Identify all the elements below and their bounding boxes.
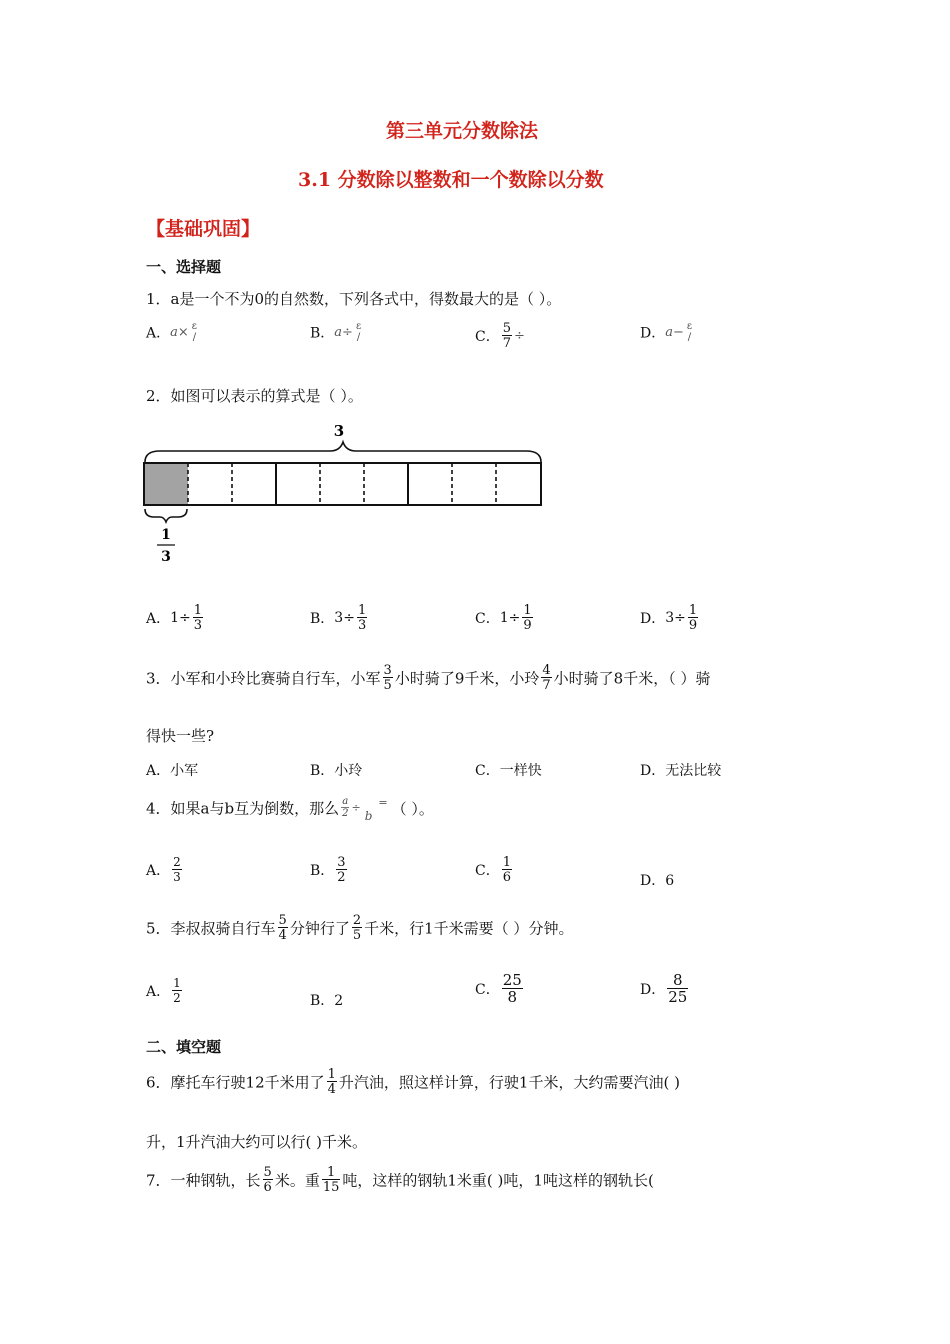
diagram-fraction-num: 1 <box>161 527 171 543</box>
option-label: B． <box>310 325 335 342</box>
option-expr: 1÷ <box>170 610 191 626</box>
option-label: B． <box>310 863 335 879</box>
option-label: C． <box>475 863 500 879</box>
option-op: ÷ <box>514 328 525 344</box>
option-expr: a÷ <box>334 325 353 340</box>
question-4-option-b[interactable] <box>310 856 349 884</box>
question-3-text-line2: 得快一些? <box>146 727 215 745</box>
question-2-option-b[interactable] <box>310 604 369 632</box>
fraction: $\frac{2}{3}$ <box>173 855 181 884</box>
option-label: C． <box>475 329 500 345</box>
fraction: $\frac{1}{15}$ <box>322 1165 340 1195</box>
question-1-option-c[interactable] <box>475 322 525 350</box>
option-label: A． <box>146 325 171 342</box>
garbled-fraction: ε / <box>355 321 362 343</box>
garbled-fraction: ε / <box>686 321 693 343</box>
garbled-fraction: ε / <box>191 321 197 343</box>
diagram-top-label: 3 <box>333 422 345 440</box>
option-expr: 3÷ <box>334 610 355 626</box>
fraction: $\frac{1}{9}$ <box>688 603 698 633</box>
question-5-text: 5．李叔叔骑自行车 $\frac{5}{4}$ 分钟行了 $\frac{2}{5}$ 千米，行1千米需要（ ）分钟。 <box>146 913 574 943</box>
question-2-diagram <box>140 418 550 570</box>
shaded-cell <box>144 463 188 505</box>
question-2-option-c[interactable] <box>475 604 535 632</box>
option-expr: 1÷ <box>499 610 521 626</box>
section-basic: 【基础巩固】 <box>146 218 261 240</box>
question-4-option-a[interactable] <box>146 856 184 884</box>
question-3-option-a[interactable]: A．小军 <box>146 763 199 779</box>
question-3-option-b[interactable]: B．小玲 <box>310 763 363 779</box>
top-brace <box>145 442 541 462</box>
option-label: A． <box>146 611 171 627</box>
question-7-text: 7．一种钢轨，长 $\frac{5}{6}$ 米。重 $\frac{1}{15}$ 吨，这样的钢轨1米重( )吨，1吨这样的钢轨长( <box>146 1165 654 1195</box>
bar-outline <box>144 463 541 505</box>
question-4-option-c[interactable] <box>475 856 514 884</box>
fraction: $\frac{3}{5}$ <box>383 663 392 693</box>
option-label: C． <box>475 982 500 998</box>
fraction: $\frac{1}{3}$ <box>193 603 203 633</box>
fraction-expr: $\frac{a}{2}$ <box>342 796 349 819</box>
option-expr: a− <box>665 325 684 340</box>
question-3-option-c[interactable]: C．一样快 <box>475 763 542 779</box>
fraction: $\frac{3}{2}$ <box>337 855 346 885</box>
fraction: $\frac{2}{5}$ <box>352 913 362 943</box>
bottom-brace <box>145 509 187 522</box>
question-5-option-d[interactable] <box>640 973 690 1005</box>
question-1-option-a[interactable] <box>146 322 200 343</box>
page-title: 第三单元分数除法 <box>386 120 539 142</box>
section-fill: 二、填空题 <box>146 1038 222 1056</box>
question-2-option-d[interactable] <box>640 604 700 632</box>
fraction: $\frac{25}{8}$ <box>502 971 522 1006</box>
fraction: $\frac{4}{7}$ <box>542 663 551 693</box>
question-4-option-d[interactable]: D．6 <box>640 873 675 889</box>
option-label: D． <box>640 611 666 627</box>
question-3-text: 3．小军和小玲比赛骑自行车，小军 $\frac{3}{5}$ 小时骑了9千米，小玲 $\frac{4}{7}$ 小时骑了8千米，（ ）骑 <box>146 663 711 693</box>
question-2-option-a[interactable] <box>146 604 205 632</box>
option-label: A． <box>146 863 171 879</box>
question-5-option-a[interactable] <box>146 977 184 1005</box>
question-5-option-c[interactable] <box>475 973 525 1005</box>
option-expr: 3÷ <box>665 610 686 626</box>
question-3-option-d[interactable]: D．无法比较 <box>640 763 722 779</box>
question-1-option-d[interactable] <box>640 322 695 343</box>
option-label: B． <box>310 611 335 627</box>
diagram-fraction-den: 3 <box>161 549 171 565</box>
question-1-text: 1．a是一个不为0的自然数，下列各式中，得数最大的是（ ）。 <box>146 290 562 308</box>
fraction: $\frac{1}{4}$ <box>327 1067 336 1097</box>
question-6-text-line2: 升，1升汽油大约可以行( )千米。 <box>146 1133 368 1151</box>
option-expr: a× <box>170 325 189 340</box>
option-label: D． <box>640 325 666 342</box>
fraction: $\frac{5}{7}$ <box>502 321 511 351</box>
fraction: $\frac{5}{6}$ <box>263 1165 272 1195</box>
question-6-text: 6．摩托车行驶12千米用了 $\frac{1}{4}$ 升汽油，照这样计算，行驶1千米，大约需要汽油( ) <box>146 1067 680 1097</box>
fraction: $\frac{8}{25}$ <box>668 971 688 1006</box>
page-subtitle: 3.1 分数除以整数和一个数除以分数 <box>298 169 604 191</box>
fraction: $\frac{1}{6}$ <box>502 855 511 885</box>
question-2-text: 2．如图可以表示的算式是（ ）。 <box>146 387 363 405</box>
fraction: $\frac{5}{4}$ <box>278 913 287 943</box>
option-label: C． <box>475 611 500 627</box>
fraction: $\frac{1}{2}$ <box>173 976 181 1005</box>
question-5-option-b[interactable]: B．2 <box>310 993 344 1009</box>
option-label: D． <box>640 982 666 998</box>
fraction: $\frac{1}{9}$ <box>523 603 532 633</box>
question-1-option-b[interactable] <box>310 322 364 343</box>
question-4-text: 4．如果a与b互为倒数，那么 $\frac{a}{2}$ $\div_b^=$ （ ）。 <box>146 796 434 823</box>
option-label: A． <box>146 984 171 1000</box>
section-choice: 一、选择题 <box>146 258 222 276</box>
fraction: $\frac{1}{3}$ <box>357 603 367 633</box>
